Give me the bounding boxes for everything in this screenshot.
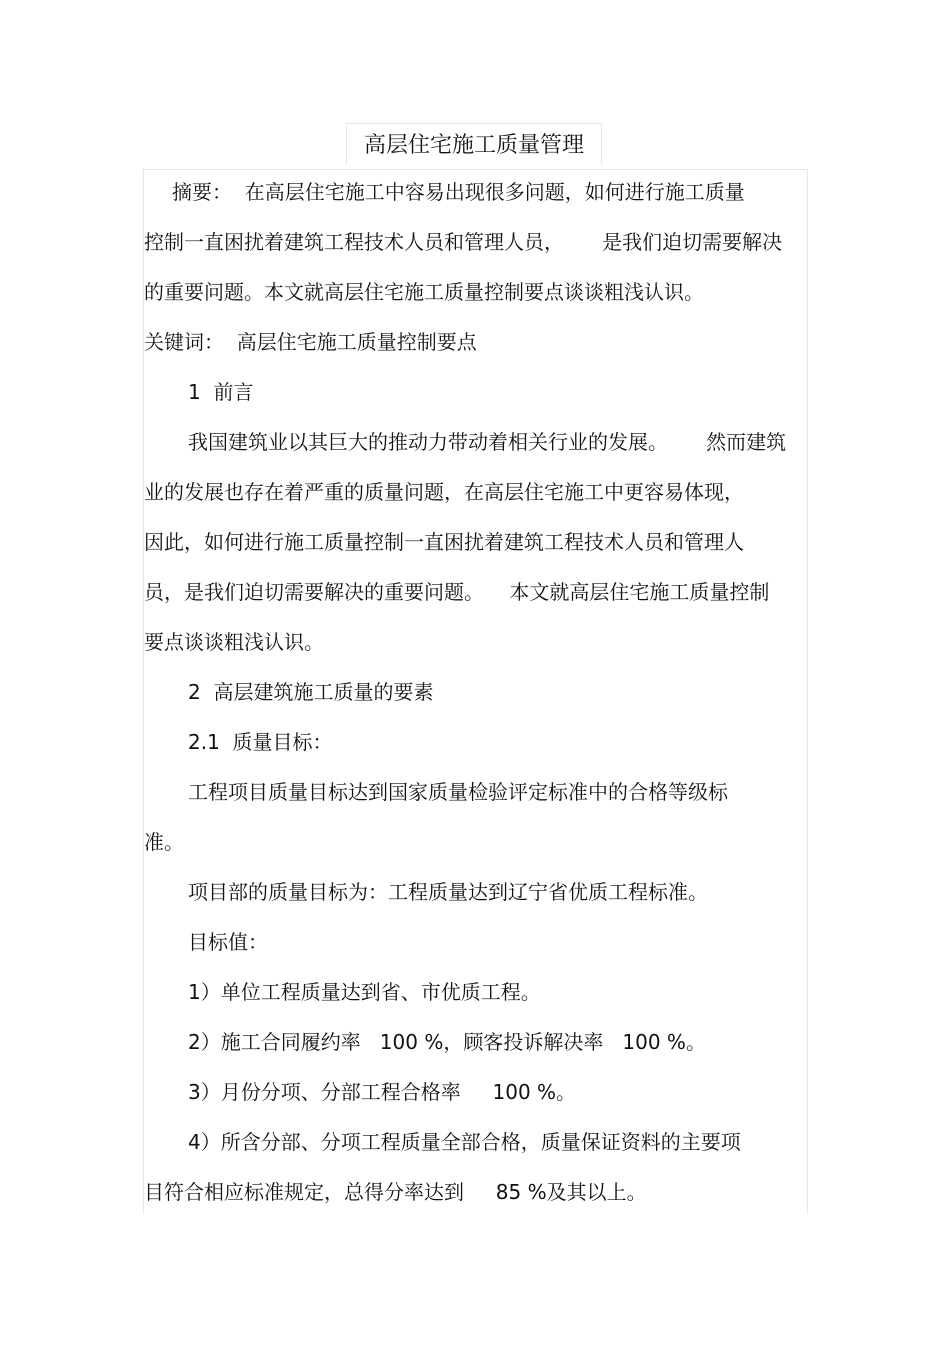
paragraph-line: 目标值： [188, 930, 268, 954]
paragraph-line: 因此，如何进行施工质量控制一直困扰着建筑工程技术人员和管理人 [144, 530, 744, 554]
abstract-line-2: 控制一直困扰着建筑工程技术人员和管理人员， 是我们迫切需要解决 [144, 230, 783, 254]
list-item: 2）施工合同履约率 100 %，顾客投诉解决率 100 %。 [188, 1030, 706, 1054]
section-heading-1: 1 前言 [188, 380, 254, 404]
list-item: 1）单位工程质量达到省、市优质工程。 [188, 980, 541, 1004]
keywords-line: 关键词： 高层住宅施工质量控制要点 [144, 330, 477, 354]
paragraph-line: 要点谈谈粗浅认识。 [144, 630, 324, 654]
list-item: 3）月份分项、分部工程合格率 100 %。 [188, 1080, 577, 1104]
document-title: 高层住宅施工质量管理 [363, 133, 584, 158]
abstract-line-1: 摘要： 在高层住宅施工中容易出现很多问题，如何进行施工质量 [172, 180, 745, 204]
paragraph-line: 员，是我们迫切需要解决的重要问题。 本文就高层住宅施工质量控制 [144, 580, 770, 604]
section-heading-2: 2 高层建筑施工质量的要素 [188, 680, 434, 704]
list-item: 4）所含分部、分项工程质量全部合格，质量保证资料的主要项 [188, 1130, 741, 1154]
paragraph-line: 准。 [144, 830, 184, 854]
subsection-heading-2-1: 2.1 质量目标： [188, 730, 333, 754]
paragraph-line: 我国建筑业以其巨大的推动力带动着相关行业的发展。 然而建筑 [188, 430, 787, 454]
paragraph-line: 项目部的质量目标为：工程质量达到辽宁省优质工程标准。 [188, 880, 708, 904]
abstract-line-3: 的重要问题。本文就高层住宅施工质量控制要点谈谈粗浅认识。 [144, 280, 704, 304]
paragraph-line: 工程项目质量目标达到国家质量检验评定标准中的合格等级标 [188, 780, 728, 804]
paragraph-line: 业的发展也存在着严重的质量问题，在高层住宅施工中更容易体现， [144, 480, 744, 504]
list-item-continuation: 目符合相应标准规定，总得分率达到 85 %及其以上。 [144, 1180, 647, 1204]
